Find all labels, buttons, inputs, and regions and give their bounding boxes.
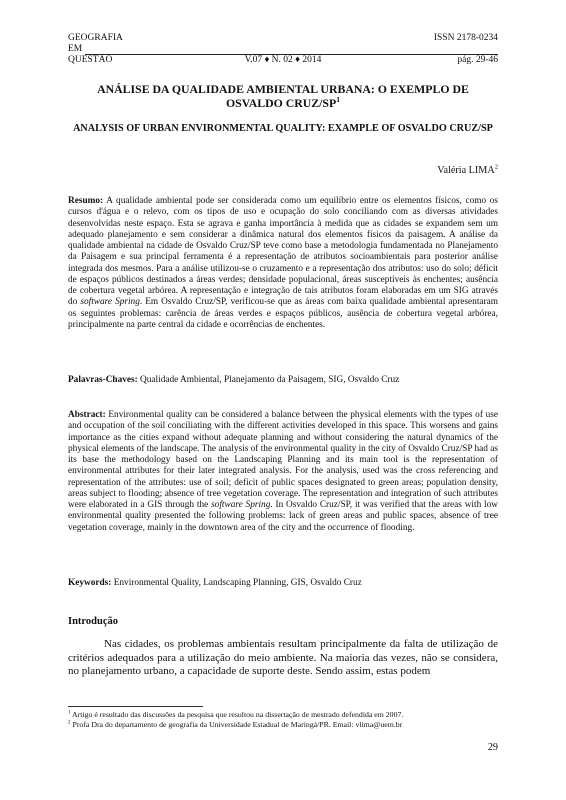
resumo-paragraph [68, 196, 498, 331]
abstract-text-a: Environmental quality can be considered a balance between the physical elements with the types of use and occupation of the soil conciliating with the different activities developed in this space. This worsens and gains importance as the cities expand without adequate planning and without considering the natural dynamics of the physical elements of the landscape. The analysis of the environmental quality in the city of Osvaldo Cruz/SP had as its base the methodology based on the Landscaping Planning and its main tool is the representation of environmental attributes for their later integrated analysis. For the analysis, used was the cross referencing and representation of the attributes: use of soil; deficit of public spaces designated to green areas; population density, areas subject to flooding; absence of tree vegetation coverage. The representation and integration of such attributes were elaborated in a GIS through the [68, 410, 498, 510]
title-footnote-mark: 1 [336, 95, 341, 105]
running-header-line2 [68, 44, 498, 55]
issn: ISSN 2178-0234 [433, 33, 498, 43]
resumo-text-a: A qualidade ambiental pode ser considerada como um equilíbrio entre os elementos físicos, como os cursos d'água e o relevo, com os tipos de uso e ocupação do solo conciliando com as diversas atividades desenvolvidas neste espaço. Esta se agrava e ganha importância à medida que as cidades se expandem sem um adequado planejamento e sem considerar a dinâmica natural dos elementos físicos da paisagem. A análise da qualidade ambiental na cidade de Osvaldo Cruz/SP teve como base a metodologia fundamentada no Planejamento da Paisagem e sua principal ferramenta é a representação de atributos socioambientais para posterior análise integrada dos mesmos. Para a análise utilizou-se o cruzamento e a representação dos atributos: uso do solo; déficit de espaços públicos destinados a áreas verdes; densidade populacional, áreas susceptíveis às enchentes; ausência de cobertura vegetal arbórea. A representação e integração de tais atributos foram elaboradas em um SIG através do [68, 196, 498, 308]
keywords-label: Keywords: [68, 578, 112, 588]
author-footnote-mark: 2 [494, 163, 498, 171]
resumo-label: Resumo: [68, 196, 104, 206]
resumo-text-b: . Em Osvaldo Cruz/SP, verificou-se que as áreas com baixa qualidade ambiental apresentaram os seguintes problemas: carência de áreas verdes e espaços públicos, ausência de cobertura vegetal arbórea, principalmente na parte central da cidade e ocorrências de enchentes. [68, 297, 498, 330]
intro-paragraph: Nas cidades, os problemas ambientais resultam principalmente da falta de utilização de critérios adequados para a utilização do meio ambiente. Na maioria das vezes, não se considera, no planejamento urbano, a capacidade de suporte deste. Sendo assim, estas podem [68, 638, 498, 678]
abstract-label: Abstract: [68, 410, 106, 420]
journal-name-2: EM [68, 44, 83, 54]
title-en-text: ANALYSIS OF URBAN ENVIRONMENTAL QUALITY: EXAMPLE OF OSVALDO CRUZ/SP [73, 123, 493, 134]
journal-name-3: QUESTÃO [68, 55, 113, 65]
journal-name: GEOGRAFIA [68, 33, 123, 43]
keywords-text: Environmental Quality, Landscaping Planning, GIS, Osvaldo Cruz [111, 578, 362, 588]
footnote-1-mark: 1 [68, 709, 71, 716]
title-pt-text: ANÁLISE DA QUALIDADE AMBIENTAL URBANA: O EXEMPLO DE OSVALDO CRUZ/SP [97, 82, 469, 110]
resumo-software: software Spring [80, 297, 140, 308]
page-range: pág. 29-46 [457, 55, 498, 65]
palavras-chaves [68, 375, 498, 386]
abstract-text-b: . In Osvaldo Cruz/SP, it was verified that the areas with low environmental quality presented the following problems: lack of green areas and public spaces, absence of tree vegetation coverage, mainly in the downtown area of the city and the occurrence of flooding. [68, 500, 498, 533]
title-portuguese [68, 82, 498, 110]
author [437, 165, 498, 176]
abstract-software: software Spring [211, 500, 271, 510]
footnote-1-text: Artigo é resultado das discussões da pesquisa que resultou na dissertação de mestrado defendida em 2007. [70, 710, 404, 719]
page-number: 29 [487, 742, 498, 753]
palavras-text: Qualidade Ambiental, Planejamento da Paisagem, SIG, Osvaldo Cruz [137, 375, 400, 385]
abstract-paragraph [68, 410, 498, 534]
footnote-2-mark: 2 [68, 719, 71, 726]
footnote-2 [68, 720, 498, 730]
running-header-line3 [68, 55, 498, 66]
section-heading-introducao: Introdução [68, 616, 118, 627]
keywords [68, 578, 498, 589]
footnote-rule [68, 706, 203, 707]
author-name: Valéria LIMA [437, 165, 495, 176]
volume-info: V.07 ♦ N. 02 ♦ 2014 [244, 55, 322, 65]
footnote-1 [68, 710, 498, 720]
running-header-line1 [68, 33, 498, 44]
title-english [68, 123, 498, 136]
palavras-label: Palavras-Chaves: [68, 375, 138, 385]
footnote-2-text: Profa Dra do departamento de geografia da Universidade Estadual de Maringá/PR. Email: vlima@uem.br [70, 720, 403, 729]
